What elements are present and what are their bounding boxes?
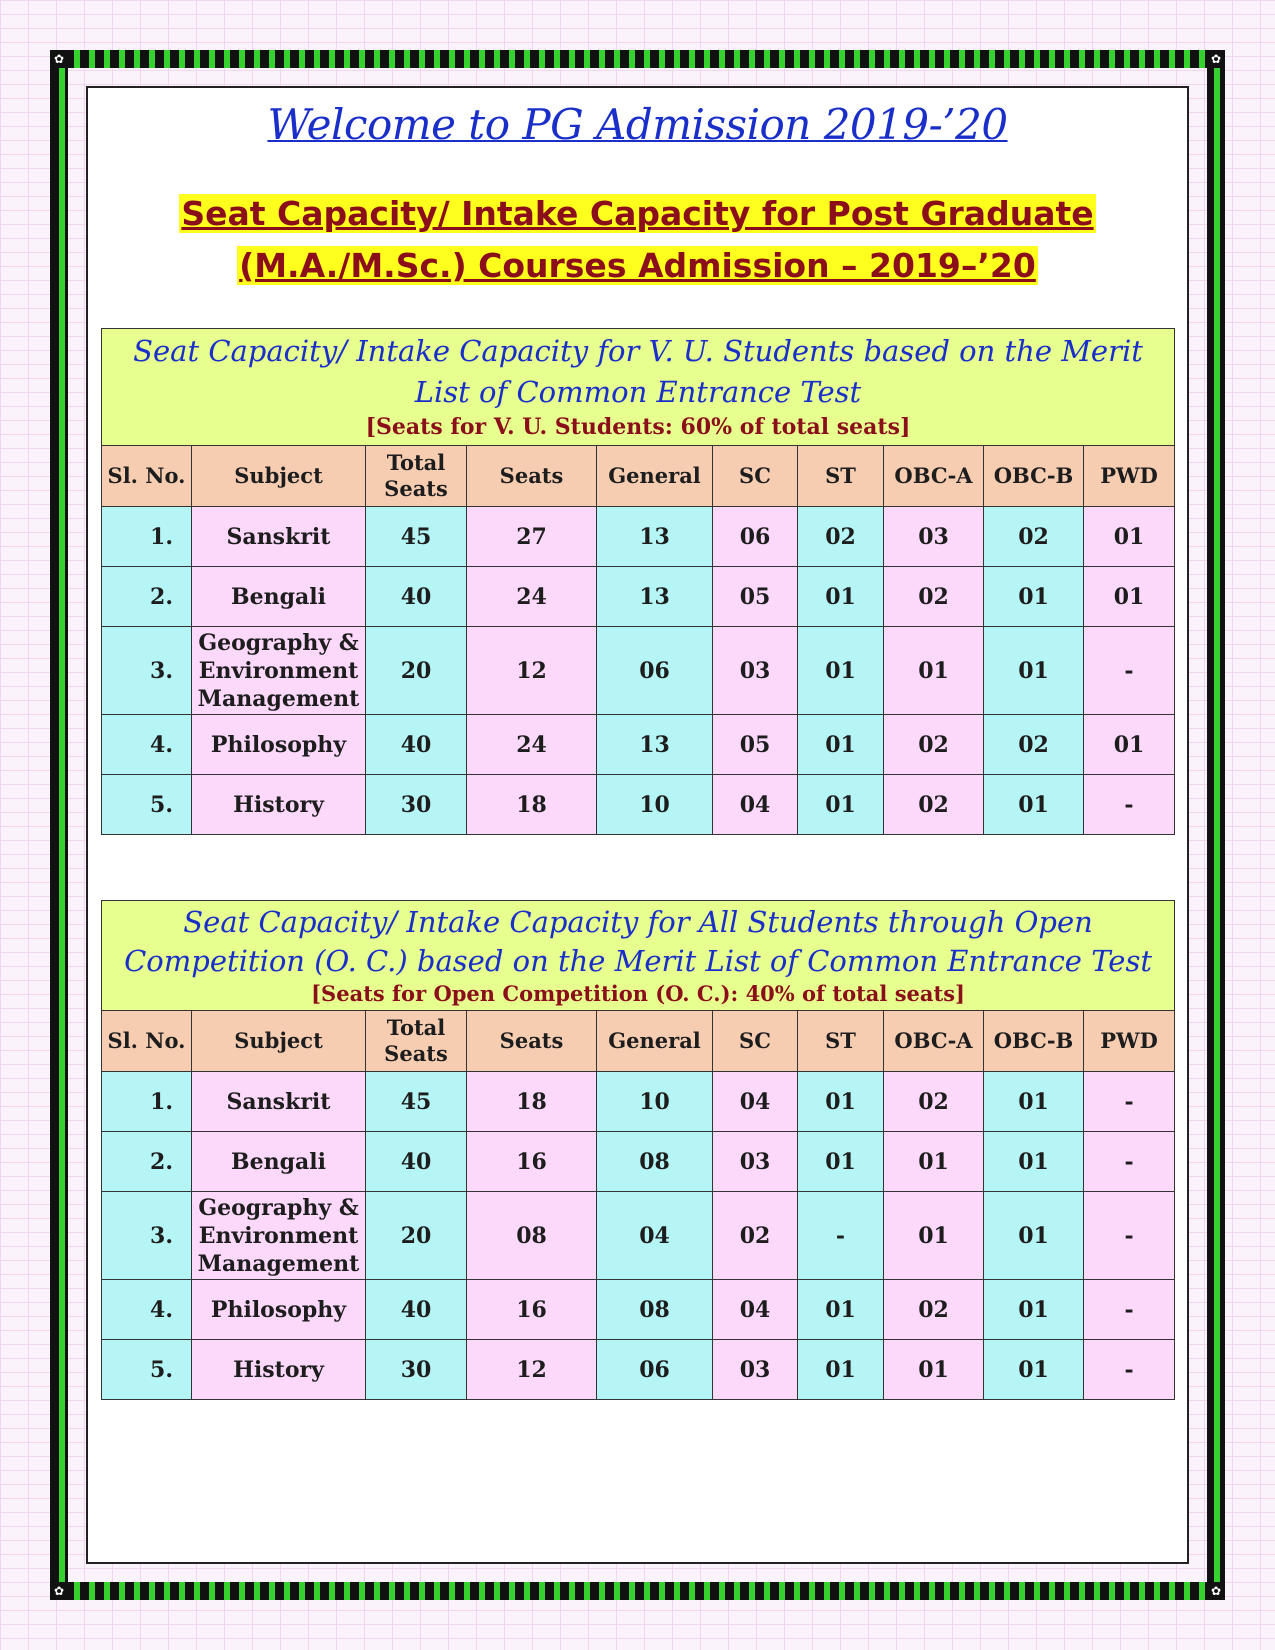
table-row (102, 1072, 1175, 1132)
cell-general: 10 (597, 775, 713, 835)
table-caption (102, 901, 1175, 1011)
cell-general: 13 (597, 567, 713, 627)
cell-pwd: - (1084, 1192, 1175, 1280)
cell-general: 10 (597, 1072, 713, 1132)
cell-obc-a: 01 (884, 1340, 984, 1400)
cell-total-seats: 40 (366, 715, 467, 775)
column-header-obc-a: OBC-A (884, 446, 984, 507)
cell-general: 08 (597, 1132, 713, 1192)
cell-sl-no: 5. (102, 1340, 192, 1400)
cell-sc: 02 (713, 1192, 798, 1280)
column-header-st: ST (798, 446, 884, 507)
cell-st: 02 (798, 507, 884, 567)
cell-obc-a: 01 (884, 1132, 984, 1192)
table-row (102, 627, 1175, 715)
column-header-sc: SC (713, 446, 798, 507)
cell-sl-no: 5. (102, 775, 192, 835)
cell-obc-b: 01 (984, 567, 1084, 627)
cell-obc-b: 02 (984, 715, 1084, 775)
cell-st: 01 (798, 1280, 884, 1340)
cell-general: 08 (597, 1280, 713, 1340)
cell-obc-a: 03 (884, 507, 984, 567)
cell-seats: 24 (467, 567, 597, 627)
cell-sl-no: 4. (102, 715, 192, 775)
cell-sc: 05 (713, 567, 798, 627)
cell-subject: Philosophy (192, 715, 366, 775)
table-row (102, 775, 1175, 835)
cell-pwd: 01 (1084, 567, 1175, 627)
cell-st: 01 (798, 715, 884, 775)
column-header-sl-no: Sl. No. (102, 1011, 192, 1072)
cell-st: - (798, 1192, 884, 1280)
cell-total-seats: 45 (366, 507, 467, 567)
cell-total-seats: 40 (366, 567, 467, 627)
cell-st: 01 (798, 1072, 884, 1132)
table-row (102, 507, 1175, 567)
cell-seats: 18 (467, 775, 597, 835)
column-header-seats: Seats (467, 446, 597, 507)
column-header-total-seats: Total Seats (366, 446, 467, 507)
cell-total-seats: 30 (366, 1340, 467, 1400)
cell-obc-a: 02 (884, 1280, 984, 1340)
floral-corner-icon: ✿ (1207, 1582, 1225, 1600)
cell-general: 04 (597, 1192, 713, 1280)
cell-st: 01 (798, 775, 884, 835)
cell-total-seats: 20 (366, 627, 467, 715)
cell-seats: 12 (467, 627, 597, 715)
column-header-subject: Subject (192, 1011, 366, 1072)
table-row (102, 1280, 1175, 1340)
cell-subject: Sanskrit (192, 1072, 366, 1132)
cell-pwd: - (1084, 775, 1175, 835)
subtitle-line-2: (M.A./M.Sc.) Courses Admission – 2019–’20 (239, 246, 1036, 285)
cell-sc: 04 (713, 1280, 798, 1340)
cell-seats: 16 (467, 1132, 597, 1192)
column-header-pwd: PWD (1084, 1011, 1175, 1072)
column-header-st: ST (798, 1011, 884, 1072)
page-subtitle (0, 188, 1275, 292)
cell-total-seats: 30 (366, 775, 467, 835)
table-row (102, 1132, 1175, 1192)
cell-obc-b: 01 (984, 775, 1084, 835)
column-header-obc-b: OBC-B (984, 1011, 1084, 1072)
cell-subject: Bengali (192, 1132, 366, 1192)
cell-sc: 06 (713, 507, 798, 567)
cell-sc: 03 (713, 627, 798, 715)
cell-subject: Bengali (192, 567, 366, 627)
cell-pwd: - (1084, 1340, 1175, 1400)
cell-general: 13 (597, 715, 713, 775)
cell-general: 13 (597, 507, 713, 567)
cell-seats: 12 (467, 1340, 597, 1400)
cell-obc-a: 02 (884, 567, 984, 627)
table-row (102, 1340, 1175, 1400)
table-note: [Seats for Open Competition (O. C.): 40% of total seats] (311, 981, 965, 1006)
cell-obc-b: 01 (984, 1280, 1084, 1340)
subtitle-line-1: Seat Capacity/ Intake Capacity for Post Graduate (181, 194, 1094, 233)
cell-obc-b: 02 (984, 507, 1084, 567)
cell-sl-no: 1. (102, 507, 192, 567)
table-header-row (102, 1011, 1175, 1072)
cell-sl-no: 3. (102, 627, 192, 715)
column-header-general: General (597, 1011, 713, 1072)
table-note: [Seats for V. U. Students: 60% of total seats] (365, 414, 911, 440)
table-row (102, 1192, 1175, 1280)
cell-seats: 27 (467, 507, 597, 567)
cell-pwd: - (1084, 627, 1175, 715)
cell-obc-a: 01 (884, 627, 984, 715)
cell-sl-no: 1. (102, 1072, 192, 1132)
oc-seat-table (101, 900, 1175, 1400)
cell-subject: Sanskrit (192, 507, 366, 567)
table-title: Seat Capacity/ Intake Capacity for All Students through Open Competition (O. C.) based on the Merit List of Common Entrance Test (124, 905, 1152, 978)
column-header-sc: SC (713, 1011, 798, 1072)
cell-sl-no: 2. (102, 567, 192, 627)
column-header-obc-b: OBC-B (984, 446, 1084, 507)
cell-general: 06 (597, 1340, 713, 1400)
cell-sc: 04 (713, 775, 798, 835)
floral-corner-icon: ✿ (50, 1582, 68, 1600)
cell-seats: 16 (467, 1280, 597, 1340)
vu-seat-table (101, 328, 1175, 835)
table-row (102, 715, 1175, 775)
cell-sl-no: 4. (102, 1280, 192, 1340)
cell-st: 01 (798, 567, 884, 627)
floral-corner-icon: ✿ (50, 50, 68, 68)
column-header-subject: Subject (192, 446, 366, 507)
cell-obc-a: 02 (884, 715, 984, 775)
cell-subject: Philosophy (192, 1280, 366, 1340)
cell-obc-b: 01 (984, 1340, 1084, 1400)
cell-obc-a: 01 (884, 1192, 984, 1280)
cell-subject: History (192, 1340, 366, 1400)
floral-corner-icon: ✿ (1207, 50, 1225, 68)
cell-subject: History (192, 775, 366, 835)
cell-sl-no: 2. (102, 1132, 192, 1192)
column-header-seats: Seats (467, 1011, 597, 1072)
column-header-sl-no: Sl. No. (102, 446, 192, 507)
cell-pwd: - (1084, 1072, 1175, 1132)
cell-seats: 18 (467, 1072, 597, 1132)
cell-pwd: 01 (1084, 715, 1175, 775)
cell-pwd: 01 (1084, 507, 1175, 567)
cell-obc-b: 01 (984, 1132, 1084, 1192)
cell-obc-b: 01 (984, 1072, 1084, 1132)
cell-pwd: - (1084, 1280, 1175, 1340)
cell-total-seats: 40 (366, 1280, 467, 1340)
cell-st: 01 (798, 627, 884, 715)
column-header-total-seats: Total Seats (366, 1011, 467, 1072)
cell-total-seats: 45 (366, 1072, 467, 1132)
cell-total-seats: 20 (366, 1192, 467, 1280)
cell-st: 01 (798, 1132, 884, 1192)
cell-total-seats: 40 (366, 1132, 467, 1192)
cell-sc: 05 (713, 715, 798, 775)
cell-general: 06 (597, 627, 713, 715)
cell-obc-a: 02 (884, 775, 984, 835)
cell-subject: Geography & Environment Management (192, 1192, 366, 1280)
cell-seats: 24 (467, 715, 597, 775)
cell-sc: 03 (713, 1132, 798, 1192)
cell-sc: 03 (713, 1340, 798, 1400)
cell-obc-a: 02 (884, 1072, 984, 1132)
table-caption (102, 329, 1175, 446)
column-header-obc-a: OBC-A (884, 1011, 984, 1072)
table-title: Seat Capacity/ Intake Capacity for V. U. Students based on the Merit List of Common Entrance Test (133, 334, 1143, 409)
cell-obc-b: 01 (984, 627, 1084, 715)
cell-seats: 08 (467, 1192, 597, 1280)
cell-pwd: - (1084, 1132, 1175, 1192)
cell-obc-b: 01 (984, 1192, 1084, 1280)
cell-sc: 04 (713, 1072, 798, 1132)
table-row (102, 567, 1175, 627)
table-header-row (102, 446, 1175, 507)
cell-subject: Geography & Environment Management (192, 627, 366, 715)
page-title: Welcome to PG Admission 2019-’20 (267, 100, 1008, 149)
column-header-general: General (597, 446, 713, 507)
cell-sl-no: 3. (102, 1192, 192, 1280)
column-header-pwd: PWD (1084, 446, 1175, 507)
cell-st: 01 (798, 1340, 884, 1400)
